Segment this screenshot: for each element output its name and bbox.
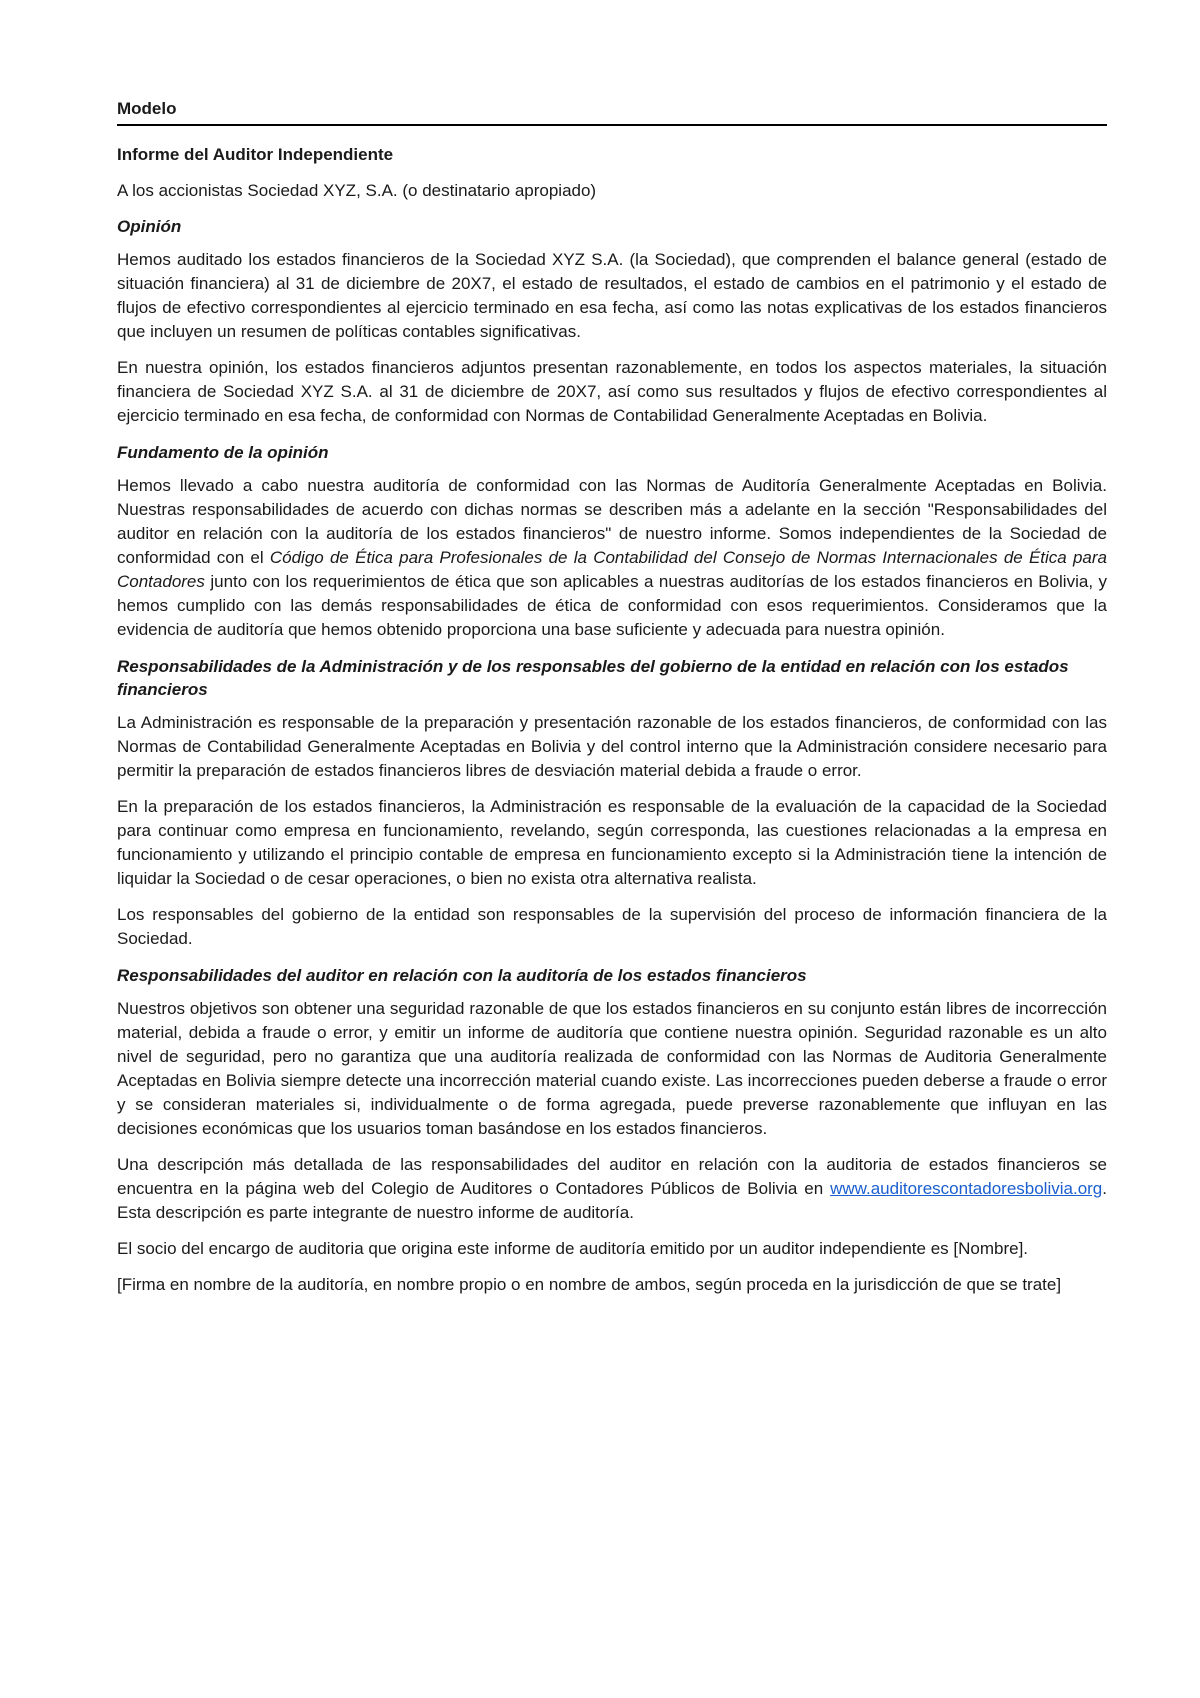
basis-heading: Fundamento de la opinión [117, 443, 329, 463]
basis-text-end: junto con los requerimientos de ética que son aplicables a nuestras auditorías de los estados financieros en Bolivia, y hemos cumplido con las demás responsabilidades de ética de conformidad con esos requerimientos. Consideramos que la evidencia de auditoría que hemos obtenido proporciona una base suficiente y adecuada para nuestra opinión. [117, 572, 1107, 640]
auditor-paragraph-3: El socio del encargo de auditoria que origina este informe de auditoría emitido por un auditor independiente es [Nombre]. [117, 1238, 1029, 1258]
auditor-text-end: . Esta descripción es parte integrante de nuestro informe de auditoría. [117, 1178, 1107, 1222]
basis-text-start: Hemos llevado a cabo nuestra auditoría de conformidad con las Normas de Auditoría Generalmente Aceptadas en Bolivia. Nuestras responsabilidades de acuerdo con dichas normas se describen más a adelante en la sección "Responsabilidades del auditor en relación con la auditoría de los estados financieros" de nuestro informe. Somos independientes de la Sociedad de conformidad con el [117, 476, 1107, 568]
auditor-paragraph-1: Nuestros objetivos son obtener una seguridad razonable de que los estados financieros en su conjunto están libres de incorrección material, debida a fraude o error, y emitir un informe de auditoría que contiene nuestra opinión. Seguridad razonable es un alto nivel de seguridad, pero no garantiza que una auditoría realizada de conformidad con las Normas de Auditoria Generalmente Aceptadas en Bolivia siempre detecte una incorrección material cuando existe. Las incorrecciones pueden deberse a fraude o error y se consideran materiales si, individualmente o de forma agregada, puede preverse razonablemente que influyan en las decisiones económicas que los usuarios toman basándose en los estados financieros. [117, 998, 1107, 1138]
auditor-paragraph-2 [117, 1153, 1107, 1225]
opinion-heading: Opinión [117, 217, 182, 237]
opinion-paragraph-2: En nuestra opinión, los estados financieros adjuntos presentan razonablemente, en todos los aspectos materiales, la situación financiera de Sociedad XYZ S.A. al 31 de diciembre de 20X7, así como sus resultados y flujos de efectivo correspondientes al ejercicio terminado en esa fecha, de conformidad con Normas de Contabilidad Generalmente Aceptadas en Bolivia. [117, 358, 1107, 426]
document-label: Modelo [117, 98, 1107, 126]
opinion-section [117, 216, 1107, 428]
management-paragraph-2: En la preparación de los estados financieros, la Administración es responsable de la evaluación de la capacidad de la Sociedad para continuar como empresa en funcionamiento, revelando, según corresponda, las cuestiones relacionadas a la empresa en funcionamiento y utilizando el principio contable de empresa en funcionamiento excepto si la Administración tiene la intención de liquidar la Sociedad o de cesar operaciones, o bien no exista otra alternativa realista. [117, 796, 1107, 888]
basis-paragraph [117, 474, 1107, 642]
report-title: Informe del Auditor Independiente [117, 145, 394, 165]
report-page [117, 98, 1107, 1297]
addressee-line: A los accionistas Sociedad XYZ, S.A. (o destinatario apropiado) [117, 181, 597, 201]
management-section [117, 656, 1107, 950]
website-link[interactable]: www.auditorescontadoresbolivia.org [830, 1178, 1103, 1198]
signature-note: [Firma en nombre de la auditoría, en nombre propio o en nombre de ambos, según proceda en la jurisdicción de que se trate] [117, 1274, 1062, 1294]
opinion-paragraph-1: Hemos auditado los estados financieros de la Sociedad XYZ S.A. (la Sociedad), que comprenden el balance general (estado de situación financiera) al 31 de diciembre de 20X7, el estado de resultados, el estado de cambios en el patrimonio y el estado de flujos de efectivo correspondientes al ejercicio terminado en esa fecha, así como las notas explicativas de los estados financieros que incluyen un resumen de políticas contables significativas. [117, 250, 1107, 342]
basis-section [117, 442, 1107, 642]
auditor-section [117, 965, 1107, 1297]
management-paragraph-3: Los responsables del gobierno de la entidad son responsables de la supervisión del proceso de información financiera de la Sociedad. [117, 904, 1107, 948]
management-heading: Responsabilidades de la Administración y de los responsables del gobierno de la entidad en relación con los estados financieros [117, 657, 1069, 699]
auditor-text-start: Una descripción más detallada de las responsabilidades del auditor en relación con la auditoria de estados financieros se encuentra en la página web del Colegio de Auditores o Contadores Públicos de Bolivia en [117, 1154, 1107, 1198]
ethics-code-title: Código de Ética para Profesionales de la Contabilidad del Consejo de Normas Internacionales de Ética para Contadores [117, 548, 1107, 592]
auditor-heading: Responsabilidades del auditor en relación con la auditoría de los estados financieros [117, 965, 807, 985]
management-paragraph-1: La Administración es responsable de la preparación y presentación razonable de los estados financieros, de conformidad con las Normas de Contabilidad Generalmente Aceptadas en Bolivia y del control interno que la Administración considere necesario para permitir la preparación de estados financieros libres de desviación material debida a fraude o error. [117, 712, 1107, 780]
